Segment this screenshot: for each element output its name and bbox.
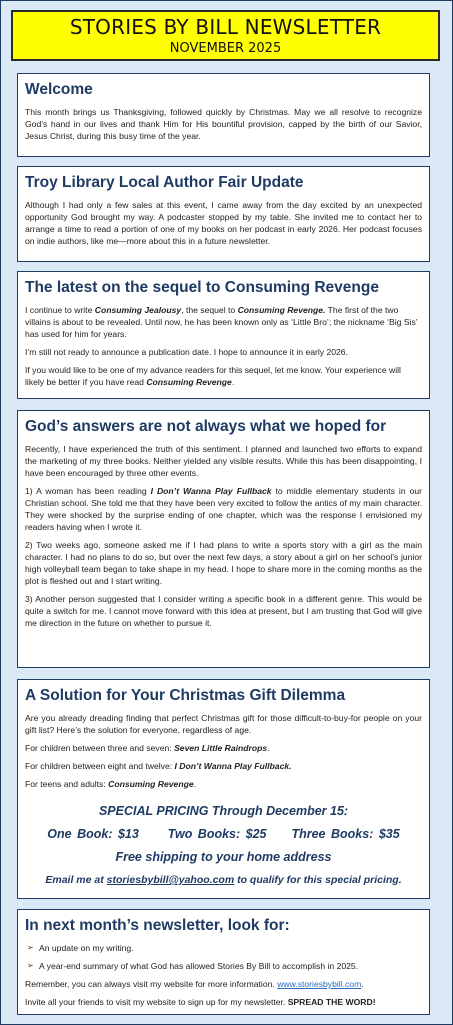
solution-paragraph-1: Are you already dreading finding that perfect Christmas gift for those difficult-to-buy-for people on your gift list? Here’s the solution for everyone, regardless of age. (25, 713, 422, 735)
bullet-text: A year-end summary of what God has allowed Stories By Bill to accomplish in 2025. (39, 961, 359, 971)
solution-age-3-7: For children between three and seven: Seven Little Raindrops. (25, 743, 270, 753)
fair-section (17, 166, 430, 262)
book-title-consuming-jealousy: Consuming Jealousy (94, 305, 182, 315)
sequel-paragraph-2: I’m still not ready to announce a publication date. I hope to announce it in early 2026. (25, 347, 348, 357)
website-line: Remember, you can always visit my website for more information. www.storiesbybill.com. (25, 979, 364, 989)
list-item (27, 960, 422, 972)
sequel-paragraph-3: If you would like to be one of my advance readers for this sequel, let me know. Your experience will likely be better if you have read Consuming Revenge. (25, 365, 401, 387)
welcome-text: This month brings us Thanksgiving, followed quickly by Christmas. May we all resolve to recognize God’s hand in our lives and thank Him for His bountiful provision, capped by the birth of our Savior, Jesus Christ, during this busy time of the year. (25, 107, 422, 141)
fair-text: Although I had only a few sales at this event, I came away from the day excited by an unexpected opportunity God brought my way. A podcaster stopped by my table. She invited me to contact her to arrange a time to read a portion of one of my books on her podcast in early 2026. Her podcast focuses on indie authors, like me—more about this in a future newsletter. (25, 200, 422, 246)
arrow-bullet-icon: ➢ (27, 961, 34, 970)
answers-section (17, 410, 430, 668)
book-title-raindrops: Seven Little Raindrops (174, 743, 268, 753)
email-line: Email me at storiesbybill@yahoo.com to qualify for this special pricing. (45, 874, 402, 886)
sequel-paragraph-1: I continue to write Consuming Jealousy, the sequel to Consuming Revenge. The first of the two villains is about to be revealed. Until now, he has been known only as ‘Little Bro’; the nickname ‘Big Sis’ has used for him for years. (25, 305, 418, 339)
book-title-consuming-revenge: Consuming Revenge. (237, 305, 326, 315)
sequel-section (17, 271, 430, 399)
answers-paragraph-3: 2) Two weeks ago, someone asked me if I had plans to write a sports story with a girl as the main character. I had no plans to do so, but over the next few days, a story about a girl on her school’s junior high volleyball team began to take shape in my head. I hope to share more in the coming months as the plot is fleshed out and I start writing. (25, 540, 422, 586)
bullet-text: An update on my writing. (39, 943, 134, 953)
pricing-line (25, 827, 422, 841)
next-month-section (17, 909, 430, 1015)
spread-the-word-text: SPREAD THE WORD! (287, 997, 376, 1007)
fair-heading: Troy Library Local Author Fair Update (25, 174, 304, 191)
newsletter-header (11, 10, 440, 61)
book-title-fullback: I Don’t Wanna Play Fullback (150, 486, 272, 496)
answers-heading: God’s answers are not always what we hoped for (25, 418, 387, 435)
price-one-book: One Book: $13 (47, 827, 139, 841)
solution-age-8-12: For children between eight and twelve: I Don’t Wanna Play Fullback. (25, 761, 292, 771)
price-three-books: Three Books: $35 (291, 827, 400, 841)
answers-paragraph-1: Recently, I have experienced the truth of this sentiment. I planned and launched two efforts to expand the marketing of my three books. Neither yielded any visible results. While this has been disappointing, I have been encouraged by three other events. (25, 444, 422, 478)
solution-heading: A Solution for Your Christmas Gift Dilemma (25, 687, 346, 704)
answers-paragraph-2: 1) A woman has been reading I Don’t Wanna Play Fullback to middle elementary students in our Christian school. She told me that they have been very excited to follow the antics of my main character. They were shocked by the surprise ending of one chapter, which was the response I envisioned my readers having when I wrote it. (25, 486, 422, 532)
arrow-bullet-icon: ➢ (27, 943, 34, 952)
book-title-consuming-revenge: Consuming Revenge (146, 377, 232, 387)
newsletter-date: NOVEMBER 2025 (169, 41, 282, 56)
welcome-heading: Welcome (25, 81, 93, 98)
book-title-consuming-revenge: Consuming Revenge (108, 779, 194, 789)
website-link[interactable]: www.storiesbybill.com (277, 979, 362, 989)
solution-teens-adults: For teens and adults: Consuming Revenge. (25, 779, 196, 789)
next-month-heading: In next month’s newsletter, look for: (25, 917, 290, 934)
special-pricing-title: SPECIAL PRICING Through December 15: (98, 804, 349, 818)
sequel-heading: The latest on the sequel to Consuming Revenge (25, 279, 379, 296)
solution-section (17, 679, 430, 899)
invite-line: Invite all your friends to visit my website to sign up for my newsletter. SPREAD THE WORD! (25, 997, 376, 1007)
book-title-fullback: I Don’t Wanna Play Fullback. (174, 761, 292, 771)
special-pricing-block (25, 804, 422, 886)
price-two-books: Two Books: $25 (167, 827, 267, 841)
welcome-section (17, 73, 430, 157)
list-item (27, 942, 422, 954)
answers-paragraph-4: 3) Another person suggested that I consider writing a specific book in a different genre. This would be quite a switch for me. I cannot move forward with this idea at present, but I am trusting that God will give me direction in the future on whether to pursue it. (25, 594, 422, 628)
free-shipping-text: Free shipping to your home address (115, 850, 332, 864)
newsletter-title: STORIES BY BILL NEWSLETTER (69, 15, 382, 39)
email-link[interactable]: storiesbybill@yahoo.com (106, 874, 235, 886)
